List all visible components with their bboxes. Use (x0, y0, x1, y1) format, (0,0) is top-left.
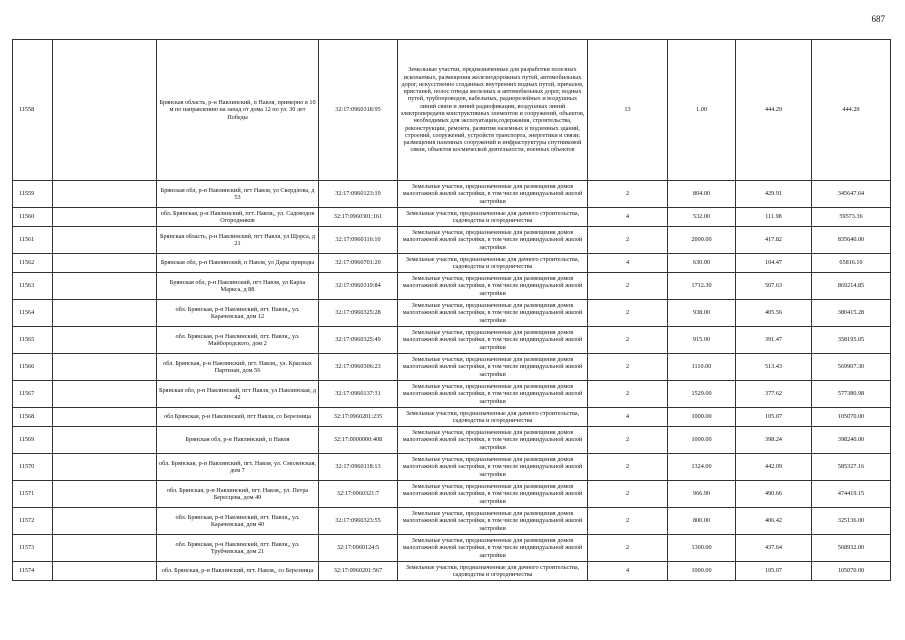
row-id: 11573 (13, 535, 53, 562)
row-area: 630.00 (668, 254, 736, 273)
row-blank (53, 508, 157, 535)
row-blank (53, 227, 157, 254)
row-specific-value: 507.63 (736, 273, 812, 300)
row-land-category: Земельные участки, предназначенные для разработки полезных ископаемых, размещения железнодорожных путей, автомобильных дорог, искусственно созданных внутренних водных путей, причалов, пристаней, полос отвода железных и автомобильных дорог, водных путей, трубопроводов, кабельных, радиорелейных и воздушных линий связи и линий радиофикации, воздушных линий электропередачи конструктивных элементов и сооружений, объектов, необходимых для эксплуатации,содержания, строительства, реконструкции, ремонта, развития наземных и подземных зданий, строений, сооружений, устройств транспорта, энергетики и связи; размещения наземных сооружений и инфраструктуры спутниковой связи, объектов космической деятельности, военных объектов (398, 40, 588, 181)
row-id: 11564 (13, 300, 53, 327)
row-blank (53, 535, 157, 562)
row-specific-value: 377.62 (736, 381, 812, 408)
row-land-category: Земельные участки, предназначенные для размещения домов малоэтажной жилой застройки, в том числе индивидуальной жилой застройки (398, 381, 588, 408)
row-blank (53, 208, 157, 227)
row-group-code: 2 (588, 354, 668, 381)
row-land-category: Земельные участки, предназначенные для размещения домов малоэтажной жилой застройки, в том числе индивидуальной жилой застройки (398, 354, 588, 381)
row-area: 800.00 (668, 508, 736, 535)
row-blank (53, 427, 157, 454)
table-row (13, 381, 891, 408)
row-cadastral-number: 32:17:0960123:19 (319, 181, 398, 208)
table-row (13, 300, 891, 327)
row-group-code: 2 (588, 300, 668, 327)
row-land-category: Земельные участки, предназначенные для дачного строительства, садоводства и огородничества (398, 562, 588, 581)
row-id: 11563 (13, 273, 53, 300)
row-blank (53, 562, 157, 581)
row-specific-value: 104.47 (736, 254, 812, 273)
table-row (13, 562, 891, 581)
row-cadastral-value: 569907.30 (812, 354, 891, 381)
row-area: 938.00 (668, 300, 736, 327)
row-group-code: 2 (588, 535, 668, 562)
table-row (13, 454, 891, 481)
row-address: Брянская обл, р-н Навлинский, п Навля (157, 427, 319, 454)
table-row (13, 327, 891, 354)
row-specific-value: 105.07 (736, 408, 812, 427)
row-cadastral-value: 380415.28 (812, 300, 891, 327)
table-row (13, 354, 891, 381)
row-land-category: Земельные участки, предназначенные для размещения домов малоэтажной жилой застройки, в том числе индивидуальной жилой застройки (398, 481, 588, 508)
row-cadastral-number: 32:17:0960323:55 (319, 508, 398, 535)
row-cadastral-value: 325136.00 (812, 508, 891, 535)
row-area: 1.00 (668, 40, 736, 181)
table-row (13, 273, 891, 300)
row-address: обл. Брянская, р-н Навлинский, пгт. Навля,, ул. Красных Партизан, дом 56 (157, 354, 319, 381)
row-id: 11570 (13, 454, 53, 481)
row-cadastral-value: 444.29 (812, 40, 891, 181)
row-address: обл. Брянская, р-н Навлинский, пгт. Навля,, ул. Трубчевская, дом 21 (157, 535, 319, 562)
row-group-code: 2 (588, 227, 668, 254)
table-row (13, 254, 891, 273)
row-group-code: 4 (588, 254, 668, 273)
row-group-code: 2 (588, 508, 668, 535)
row-cadastral-number: 32:17:0960321:7 (319, 481, 398, 508)
row-cadastral-value: 577380.98 (812, 381, 891, 408)
row-blank (53, 327, 157, 354)
row-specific-value: 513.43 (736, 354, 812, 381)
row-id: 11561 (13, 227, 53, 254)
row-area: 2000.00 (668, 227, 736, 254)
row-cadastral-number: 32:17:0960319:84 (319, 273, 398, 300)
page-number: 687 (871, 14, 885, 24)
table-row (13, 208, 891, 227)
row-id: 11567 (13, 381, 53, 408)
table-body (13, 40, 891, 581)
row-blank (53, 481, 157, 508)
row-blank (53, 454, 157, 481)
row-specific-value: 437.64 (736, 535, 812, 562)
row-specific-value: 406.42 (736, 508, 812, 535)
row-land-category: Земельные участки, предназначенные для размещения домов малоэтажной жилой застройки, в том числе индивидуальной жилой застройки (398, 427, 588, 454)
row-land-category: Земельные участки, предназначенные для дачного строительства, садоводства и огородничества (398, 254, 588, 273)
row-id: 11559 (13, 181, 53, 208)
row-cadastral-number: 32:17:0960325:49 (319, 327, 398, 354)
row-id: 11569 (13, 427, 53, 454)
row-address: обл. Брянская, р-н Навлинский, пгт. Навля,, ул. Петра Бересцева, дом 49 (157, 481, 319, 508)
row-cadastral-value: 345647.64 (812, 181, 891, 208)
row-blank (53, 381, 157, 408)
row-address: Брянская обл, р-н Навлинский, п Навля, ул Дары природы (157, 254, 319, 273)
row-cadastral-number: 32:17:0960137:31 (319, 381, 398, 408)
row-cadastral-number: 32:17:0960201:567 (319, 562, 398, 581)
row-land-category: Земельные участки, предназначенные для размещения домов малоэтажной жилой застройки, в том числе индивидуальной жилой застройки (398, 181, 588, 208)
row-address: Брянская область, р-н Навлинский, пгт Навля, ул Щорса, д 21 (157, 227, 319, 254)
row-id: 11560 (13, 208, 53, 227)
row-address: обл. Брянская, р-н Навлинский, пгт. Навля, ул. Смоленская, дом 7 (157, 454, 319, 481)
row-group-code: 4 (588, 408, 668, 427)
row-blank (53, 254, 157, 273)
row-land-category: Земельные участки, предназначенные для размещения домов малоэтажной жилой застройки, в том числе индивидуальной жилой застройки (398, 535, 588, 562)
table-row (13, 408, 891, 427)
row-cadastral-value: 474419.15 (812, 481, 891, 508)
row-specific-value: 444.29 (736, 40, 812, 181)
row-cadastral-number: 32:17:0960701:20 (319, 254, 398, 273)
row-cadastral-number: 32:17:0960306:23 (319, 354, 398, 381)
row-specific-value: 429.91 (736, 181, 812, 208)
row-cadastral-number: 32:17:0960301:161 (319, 208, 398, 227)
row-area: 1000.00 (668, 408, 736, 427)
row-land-category: Земельные участки, предназначенные для размещения домов малоэтажной жилой застройки, в том числе индивидуальной жилой застройки (398, 327, 588, 354)
row-group-code: 2 (588, 181, 668, 208)
row-land-category: Земельные участки, предназначенные для размещения домов малоэтажной жилой застройки, в том числе индивидуальной жилой застройки (398, 508, 588, 535)
registry-table (12, 39, 891, 581)
row-address: Брянская обл, р-н Навлинский, пгт Навля, ул Карла Маркса, д 88 (157, 273, 319, 300)
table-row (13, 508, 891, 535)
row-area: 1529.00 (668, 381, 736, 408)
table-row (13, 40, 891, 181)
row-group-code: 4 (588, 208, 668, 227)
row-specific-value: 398.24 (736, 427, 812, 454)
row-address: Брянская обл, р-н Навлинский, пгт Навля, ул Свердлова, д 53 (157, 181, 319, 208)
row-specific-value: 490.66 (736, 481, 812, 508)
row-cadastral-value: 568932.00 (812, 535, 891, 562)
row-specific-value: 391.47 (736, 327, 812, 354)
row-land-category: Земельные участки, предназначенные для размещения домов малоэтажной жилой застройки, в том числе индивидуальной жилой застройки (398, 273, 588, 300)
row-cadastral-number: 32:17:0960118:13 (319, 454, 398, 481)
row-land-category: Земельные участки, предназначенные для размещения домов малоэтажной жилой застройки, в том числе индивидуальной жилой застройки (398, 300, 588, 327)
row-blank (53, 354, 157, 381)
row-blank (53, 273, 157, 300)
row-group-code: 2 (588, 381, 668, 408)
table-row (13, 181, 891, 208)
row-cadastral-value: 59573.36 (812, 208, 891, 227)
row-area: 1110.00 (668, 354, 736, 381)
table-row (13, 535, 891, 562)
row-area: 1000.00 (668, 562, 736, 581)
row-id: 11571 (13, 481, 53, 508)
row-cadastral-number: 32:17:0000000:408 (319, 427, 398, 454)
row-land-category: Земельные участки, предназначенные для размещения домов малоэтажной жилой застройки, в том числе индивидуальной жилой застройки (398, 454, 588, 481)
row-land-category: Земельные участки, предназначенные для дачного строительства, садоводства и огородничества (398, 408, 588, 427)
table-row (13, 427, 891, 454)
row-group-code: 13 (588, 40, 668, 181)
row-address: обл. Брянская, р-н Навлинский, пгт. Навля,, ул. Карачевская, дом 12 (157, 300, 319, 327)
row-group-code: 2 (588, 454, 668, 481)
row-address: обл. Брянская, р-н Навлинский, пгт. Навля,, ул. Майбородского, дом 2 (157, 327, 319, 354)
row-cadastral-value: 869214.85 (812, 273, 891, 300)
row-id: 11568 (13, 408, 53, 427)
row-cadastral-value: 105070.00 (812, 562, 891, 581)
row-specific-value: 417.82 (736, 227, 812, 254)
row-id: 11566 (13, 354, 53, 381)
row-area: 1000.00 (668, 427, 736, 454)
row-blank (53, 40, 157, 181)
row-cadastral-number: 32:17:0960201:235 (319, 408, 398, 427)
row-land-category: Земельные участки, предназначенные для дачного строительства, садоводства и огородничества (398, 208, 588, 227)
row-cadastral-value: 398240.00 (812, 427, 891, 454)
row-address: обл. Брянская, р-н Навлинский, пгт. Навля,, со Березница (157, 562, 319, 581)
row-group-code: 2 (588, 273, 668, 300)
row-address: Брянская обл, р-н Навлинский, пгт Навля, ул Навлинская, д 42 (157, 381, 319, 408)
row-address: обл Брянская, р-н Навлинский, пгт Навля, со Березница (157, 408, 319, 427)
row-area: 915.00 (668, 327, 736, 354)
row-area: 966.90 (668, 481, 736, 508)
row-specific-value: 111.98 (736, 208, 812, 227)
row-cadastral-number: 32:17:0960325:28 (319, 300, 398, 327)
row-address: обл. Брянская, р-н Навлинский, пгт. Навля,, ул. Садоводов Огородников (157, 208, 319, 227)
row-area: 1300.00 (668, 535, 736, 562)
row-group-code: 2 (588, 481, 668, 508)
row-id: 11574 (13, 562, 53, 581)
row-area: 804.00 (668, 181, 736, 208)
row-address: обл. Брянская, р-н Навлинский, пгт. Навля,, ул. Карачевская, дом 40 (157, 508, 319, 535)
row-group-code: 4 (588, 562, 668, 581)
row-cadastral-value: 835640.00 (812, 227, 891, 254)
row-specific-value: 442.09 (736, 454, 812, 481)
row-id: 11562 (13, 254, 53, 273)
row-cadastral-value: 65816.10 (812, 254, 891, 273)
table-row (13, 481, 891, 508)
row-area: 532.00 (668, 208, 736, 227)
row-cadastral-value: 358195.05 (812, 327, 891, 354)
row-group-code: 2 (588, 327, 668, 354)
row-area: 1324.00 (668, 454, 736, 481)
row-id: 11572 (13, 508, 53, 535)
row-specific-value: 105.07 (736, 562, 812, 581)
row-land-category: Земельные участки, предназначенные для размещения домов малоэтажной жилой застройки, в том числе индивидуальной жилой застройки (398, 227, 588, 254)
row-blank (53, 300, 157, 327)
row-id: 11565 (13, 327, 53, 354)
row-address: Брянская область, р-н Навлинский, п Навля, примерно в 10 м по направлению на запад от дома 12 по ул. 30 лет Победы (157, 40, 319, 181)
row-cadastral-number: 32:17:0960116:10 (319, 227, 398, 254)
row-cadastral-value: 585327.16 (812, 454, 891, 481)
row-id: 11558 (13, 40, 53, 181)
row-blank (53, 408, 157, 427)
row-cadastral-value: 105070.00 (812, 408, 891, 427)
table-row (13, 227, 891, 254)
row-specific-value: 405.56 (736, 300, 812, 327)
row-blank (53, 181, 157, 208)
row-cadastral-number: 32:17:0960318:95 (319, 40, 398, 181)
row-group-code: 2 (588, 427, 668, 454)
row-cadastral-number: 32:17:0960124:5 (319, 535, 398, 562)
row-area: 1712.30 (668, 273, 736, 300)
